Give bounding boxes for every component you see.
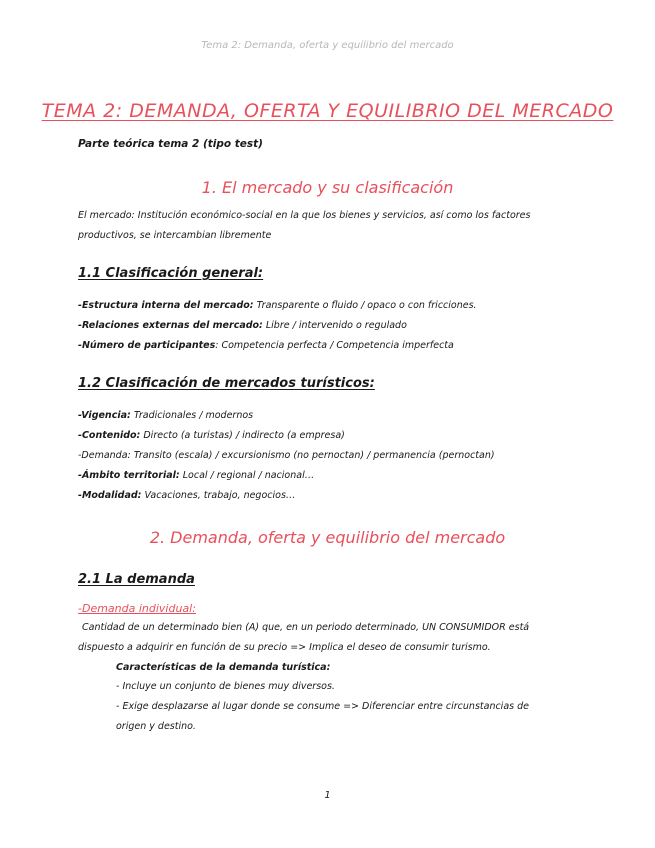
document-title: TEMA 2: DEMANDA, OFERTA Y EQUILIBRIO DEL MERCADO (41, 100, 614, 122)
document-subtitle: Parte teórica tema 2 (tipo test) (78, 138, 263, 150)
individual-demand-text: Cantidad de un determinado bien (A) que, en un periodo determinado, UN CONSUMIDOR está dispuesto a adquirir en función de su precio => Implica el deseo de consumir turismo. (78, 622, 530, 653)
heading-demand: 2.1 La demanda (78, 572, 195, 587)
page-number: 1 (324, 790, 331, 801)
heading-general-classification: 1.1 Clasificación general: (78, 266, 264, 281)
tourism-item: -Demanda: Transito (escala) / excursionismo (no pernoctan) / permanencia (pernoctan) (78, 450, 495, 461)
characteristics-title: Características de la demanda turística: (116, 662, 331, 673)
tourism-item: -Modalidad: Vacaciones, trabajo, negocios… (78, 490, 296, 501)
tourism-item: -Contenido: Directo (a turistas) / indirecto (a empresa) (78, 430, 345, 441)
characteristic-item: - Incluye un conjunto de bienes muy diversos. (116, 681, 335, 692)
section-1-title: 1. El mercado y su clasificación (201, 178, 454, 197)
general-item: -Estructura interna del mercado: Transparente o fluido / opaco o con fricciones. (78, 300, 477, 311)
general-item: -Relaciones externas del mercado: Libre / intervenido o regulado (78, 320, 407, 331)
heading-tourism-markets: 1.2 Clasificación de mercados turísticos: (78, 376, 375, 391)
tourism-item: -Ámbito territorial: Local / regional / nacional… (78, 470, 315, 481)
market-definition: El mercado: Institución económico-social en la que los bienes y servicios, así como los factores productivos, se intercambian libremente (78, 210, 531, 241)
general-item: -Número de participantes: Competencia perfecta / Competencia imperfecta (78, 340, 454, 351)
characteristic-item: - Exige desplazarse al lugar donde se consume => Diferenciar entre circunstancias de origen y destino. (116, 701, 529, 732)
individual-demand-label: -Demanda individual: (78, 602, 196, 615)
tourism-item: -Vigencia: Tradicionales / modernos (78, 410, 254, 421)
section-2-title: 2. Demanda, oferta y equilibrio del mercado (149, 528, 506, 547)
running-header: Tema 2: Demanda, oferta y equilibrio del mercado (201, 40, 454, 51)
